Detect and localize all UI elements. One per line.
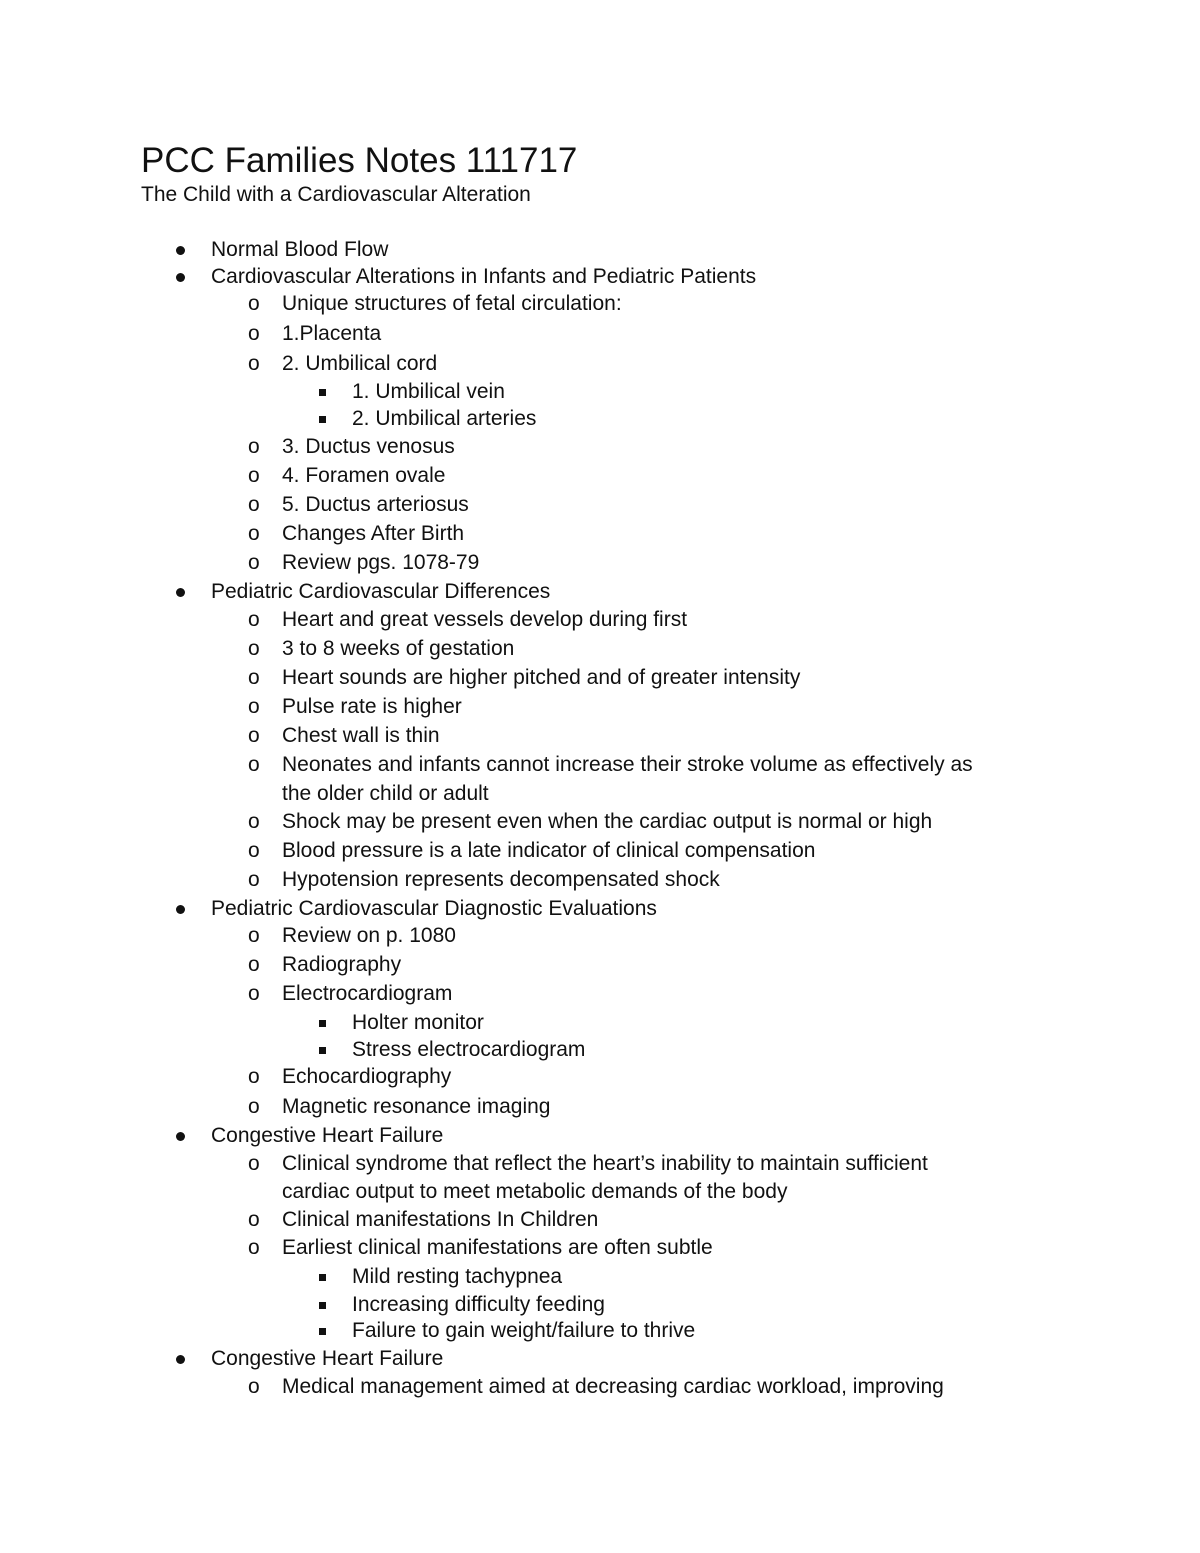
bullet-circle-icon: o — [248, 522, 260, 545]
outline-item-text: Earliest clinical manifestations are often subtle — [282, 1236, 713, 1259]
outline-item-text: Heart and great vessels develop during first — [282, 608, 688, 631]
bullet-dot-icon — [176, 273, 185, 282]
bullet-circle-icon: o — [248, 1236, 260, 1259]
bullet-circle-icon: o — [248, 868, 260, 891]
outline-item-text: Heart sounds are higher pitched and of greater intensity — [282, 666, 801, 689]
outline-item-text: Medical management aimed at decreasing cardiac workload, improving — [282, 1375, 944, 1398]
outline-item-text: Pediatric Cardiovascular Differences — [211, 580, 551, 603]
outline-item-text: 2. Umbilical cord — [282, 352, 438, 375]
bullet-circle-icon: o — [248, 1065, 260, 1088]
bullet-circle-icon: o — [248, 695, 260, 718]
bullet-dot-icon — [176, 246, 185, 255]
bullet-square-icon — [319, 389, 326, 396]
outline-item-text: Neonates and infants cannot increase their stroke volume as effectively as — [282, 753, 973, 776]
bullet-circle-icon: o — [248, 493, 260, 516]
outline-item-text: Increasing difficulty feeding — [352, 1293, 605, 1316]
bullet-circle-icon: o — [248, 839, 260, 862]
bullet-circle-icon: o — [248, 608, 260, 631]
outline-item-text: 2. Umbilical arteries — [352, 407, 537, 430]
outline-item-text: Mild resting tachypnea — [352, 1265, 563, 1288]
outline-item-text: Clinical syndrome that reflect the heart’s inability to maintain sufficient — [282, 1152, 928, 1175]
bullet-circle-icon: o — [248, 666, 260, 689]
outline-item-text: Pediatric Cardiovascular Diagnostic Evaluations — [211, 897, 657, 920]
outline-item-text: Echocardiography — [282, 1065, 452, 1088]
outline-item-text: Stress electrocardiogram — [352, 1038, 586, 1061]
bullet-square-icon — [319, 1047, 326, 1054]
bullet-circle-icon: o — [248, 322, 260, 345]
bullet-square-icon — [319, 1020, 326, 1027]
page-title: PCC Families Notes 111717 — [141, 141, 578, 180]
bullet-circle-icon: o — [248, 924, 260, 947]
outline-item-text: Chest wall is thin — [282, 724, 440, 747]
bullet-circle-icon: o — [248, 753, 260, 776]
outline-item-text: Normal Blood Flow — [211, 238, 389, 261]
outline-item-text: 1. Umbilical vein — [352, 380, 505, 403]
bullet-circle-icon: o — [248, 1375, 260, 1398]
outline-item-text: 3. Ductus venosus — [282, 435, 455, 458]
outline-item-text: 5. Ductus arteriosus — [282, 493, 469, 516]
outline-item-text: 1.Placenta — [282, 322, 382, 345]
bullet-square-icon — [319, 416, 326, 423]
bullet-circle-icon: o — [248, 352, 260, 375]
bullet-square-icon — [319, 1302, 326, 1309]
bullet-circle-icon: o — [248, 724, 260, 747]
bullet-circle-icon: o — [248, 1152, 260, 1175]
bullet-circle-icon: o — [248, 464, 260, 487]
outline-item-text: Holter monitor — [352, 1011, 484, 1034]
outline-item-text: Clinical manifestations In Children — [282, 1208, 599, 1231]
bullet-dot-icon — [176, 588, 185, 597]
bullet-square-icon — [319, 1274, 326, 1281]
bullet-circle-icon: o — [248, 953, 260, 976]
outline-item-text: Shock may be present even when the cardiac output is normal or high — [282, 810, 933, 833]
outline-item-text: Cardiovascular Alterations in Infants and Pediatric Patients — [211, 265, 757, 288]
outline-item-text: Magnetic resonance imaging — [282, 1095, 551, 1118]
bullet-circle-icon: o — [248, 637, 260, 660]
outline-item-text: Review on p. 1080 — [282, 924, 456, 947]
outline-item-text: Electrocardiogram — [282, 982, 453, 1005]
outline-item-text: cardiac output to meet metabolic demands of the body — [282, 1180, 788, 1203]
outline-item-text: Pulse rate is higher — [282, 695, 462, 718]
bullet-dot-icon — [176, 1355, 185, 1364]
bullet-circle-icon: o — [248, 982, 260, 1005]
outline-item-text: Hypotension represents decompensated shock — [282, 868, 720, 891]
bullet-square-icon — [319, 1328, 326, 1335]
outline-item-text: Radiography — [282, 953, 402, 976]
outline-item-text: Congestive Heart Failure — [211, 1347, 444, 1370]
outline-item-text: 4. Foramen ovale — [282, 464, 446, 487]
outline-item-text: Unique structures of fetal circulation: — [282, 292, 622, 315]
outline-item-text: Failure to gain weight/failure to thrive — [352, 1319, 696, 1342]
bullet-circle-icon: o — [248, 435, 260, 458]
bullet-circle-icon: o — [248, 1208, 260, 1231]
bullet-circle-icon: o — [248, 810, 260, 833]
outline-item-text: 3 to 8 weeks of gestation — [282, 637, 515, 660]
bullet-circle-icon: o — [248, 292, 260, 315]
bullet-circle-icon: o — [248, 551, 260, 574]
bullet-dot-icon — [176, 905, 185, 914]
outline-item-text: Blood pressure is a late indicator of clinical compensation — [282, 839, 816, 862]
outline-item-text: Congestive Heart Failure — [211, 1124, 444, 1147]
page-subtitle: The Child with a Cardiovascular Alteration — [141, 183, 531, 206]
bullet-circle-icon: o — [248, 1095, 260, 1118]
outline-item-text: the older child or adult — [282, 782, 489, 805]
outline-item-text: Review pgs. 1078-79 — [282, 551, 480, 574]
outline-item-text: Changes After Birth — [282, 522, 465, 545]
bullet-dot-icon — [176, 1132, 185, 1141]
